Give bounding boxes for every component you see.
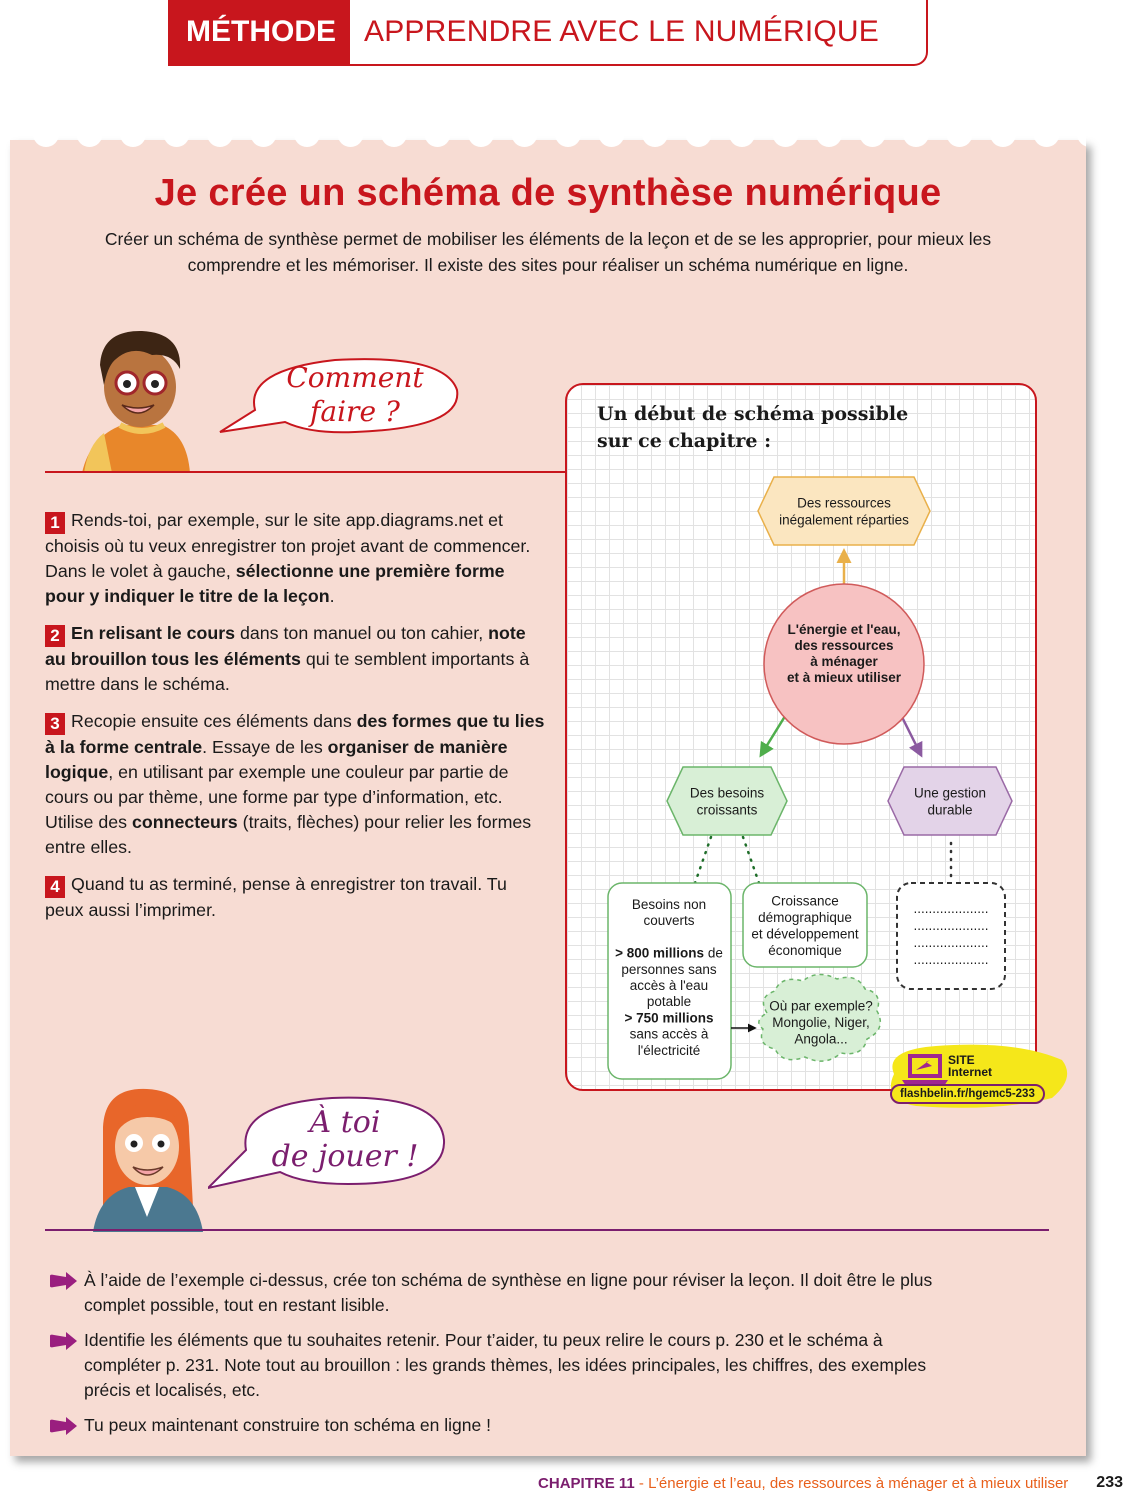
bubble-your-turn-line1: À toi: [309, 1105, 381, 1140]
divider-how: [45, 471, 575, 473]
node-center-text-line: à ménager: [810, 654, 878, 669]
arrow-bullet-icon: [48, 1328, 84, 1403]
node-right-hexagon: [888, 767, 1012, 835]
step-text: . Essaye de les: [202, 737, 328, 757]
box-unmet-needs-line: > 800 millions de: [615, 945, 723, 961]
box-unmet-needs-line: accès à l'eau: [629, 978, 709, 993]
node-left-text-line: croissants: [696, 802, 758, 818]
task-item: [48, 1328, 948, 1403]
node-right-text-line: Une gestion: [913, 785, 987, 801]
box-unmet-needs-line: sans accès à: [629, 1026, 709, 1042]
page-footer: [538, 1474, 1123, 1492]
step-number-badge: 4: [45, 876, 65, 898]
node-center-text-line: L'énergie et l'eau,: [787, 622, 901, 637]
box-growth-text-line: et développement: [751, 926, 859, 942]
site-label: [948, 1054, 992, 1078]
page-number: 233: [1096, 1474, 1123, 1491]
laptop-cursor-icon: [902, 1052, 950, 1088]
node-top-text-line: inégalement réparties: [779, 512, 909, 528]
step-item: [45, 709, 545, 860]
box-growth-text-line: Croissance: [771, 893, 839, 909]
step-text: , en utilisant par exemple une couleur par partie de cours ou par thème, une forme par type d’information, etc. Utilise des: [45, 762, 509, 832]
step-text-emphasis: note au brouillon tous les éléments: [45, 623, 526, 669]
site-internet-badge[interactable]: [876, 1040, 1072, 1110]
box-unmet-needs-line: couverts: [643, 913, 695, 929]
schema-title-line2: sur ce chapitre :: [597, 430, 772, 452]
step-item: [45, 872, 545, 923]
scalloped-edge: [10, 126, 1086, 154]
site-label-line1: SITE: [948, 1053, 975, 1067]
section-title: APPRENDRE AVEC LE NUMÉRIQUE: [364, 15, 879, 48]
footer-chapter-title: - L’énergie et l’eau, des ressources à ménager et à mieux utiliser: [638, 1474, 1069, 1492]
step-text-emphasis: des formes que tu lies à la forme centrale: [45, 711, 545, 757]
cloud-examples-text-line: Où par exemple?: [769, 998, 873, 1014]
girl-character-illustration: [85, 1087, 210, 1232]
dotted-connector-growth: [743, 837, 759, 883]
placeholder-line: ....................: [913, 901, 989, 916]
bubble-how-line2: faire ?: [310, 395, 400, 428]
placeholder-line: ....................: [913, 952, 989, 967]
bubble-how-line1: Comment: [286, 361, 424, 394]
section-header: [168, 0, 928, 66]
task-item: [48, 1268, 948, 1318]
placeholder-line: ....................: [913, 918, 989, 933]
step-text: Recopie ensuite ces éléments dans: [71, 711, 357, 731]
arrow-bullet-icon: [48, 1413, 84, 1442]
box-unmet-needs-line: personnes sans: [621, 961, 717, 977]
cloud-examples-text-line: Mongolie, Niger,: [772, 1015, 870, 1030]
connector-right: [901, 715, 921, 755]
step-text: .: [329, 586, 335, 606]
schema-diagram: [567, 385, 1037, 1091]
card-title: Je crée un schéma de synthèse numérique: [154, 172, 942, 214]
boy-character-illustration: [72, 325, 192, 473]
schema-example-panel: [565, 383, 1037, 1091]
card-intro: Créer un schéma de synthèse permet de mobiliser les éléments de la leçon et de se les approprier, pour mieux les comprendre et les mémoriser. Il existe des sites pour réaliser un schéma numérique en ligne.: [104, 229, 992, 275]
divider-your-turn: [45, 1229, 1049, 1231]
box-unmet-needs-text: [567, 385, 723, 1058]
node-left-hexagon: [667, 767, 787, 835]
step-text-emphasis: En relisant le cours: [71, 623, 236, 643]
box-growth-text-line: économique: [768, 942, 842, 958]
task-item: [48, 1413, 948, 1442]
task-text: Identifie les éléments que tu souhaites retenir. Pour t’aider, tu peux relire le cours p. 230 et le schéma à compléter p. 231. Note tout au brouillon : les grands thèmes, les idées principales, les chiffres, des exemples précis et localisés, etc.: [84, 1330, 927, 1400]
node-center-text-line: et à mieux utiliser: [786, 670, 902, 685]
step-number-badge: 2: [45, 625, 65, 647]
box-unmet-needs-line: Besoins non: [631, 897, 707, 912]
node-top-text-line: Des ressources: [797, 495, 891, 511]
step-text: dans ton manuel ou ton cahier,: [235, 623, 489, 643]
node-right-text-line: durable: [927, 802, 973, 818]
box-unmet-needs-line: l'électricité: [637, 1042, 701, 1058]
task-text: Tu peux maintenant construire ton schéma en ligne !: [84, 1415, 491, 1435]
box-unmet-needs-line: > 750 millions: [624, 1010, 714, 1026]
speech-bubble-your-turn: [208, 1090, 448, 1190]
step-item: [45, 621, 545, 697]
footer-chapter: CHAPITRE 11: [538, 1474, 635, 1492]
site-label-line2: Internet: [948, 1065, 993, 1079]
arrow-bullet-icon: [48, 1268, 84, 1318]
task-text: À l’aide de l’exemple ci-dessus, crée ton schéma de synthèse en ligne pour réviser la leçon. Il doit être le plus complet possible, tout en restant lisible.: [84, 1270, 933, 1315]
box-unmet-needs-line: potable: [646, 994, 692, 1010]
method-tag: MÉTHODE: [170, 0, 350, 64]
step-text-emphasis: sélectionne une première forme pour y indiquer le titre de la leçon: [45, 561, 505, 606]
step-item: [45, 508, 545, 609]
bubble-your-turn-line2: de jouer !: [271, 1139, 419, 1174]
speech-bubble-how: [215, 350, 465, 440]
step-text-emphasis: organiser de manière logique: [45, 737, 508, 782]
steps-list: [45, 508, 545, 935]
placeholder-line: ....................: [913, 935, 989, 950]
site-url-link[interactable]: flashbelin.fr/hgemc5-233: [890, 1084, 1045, 1104]
tasks-list: [48, 1268, 948, 1452]
step-text: (traits, flèches) pour relier les formes entre elles.: [45, 812, 532, 857]
step-text: qui te semblent importants à mettre dans le schéma.: [45, 649, 530, 694]
step-text-emphasis: connecteurs: [131, 812, 238, 832]
box-growth-text-line: démographique: [758, 909, 852, 925]
dotted-connector-needs: [695, 837, 711, 883]
node-center-text-line: des ressources: [794, 638, 894, 653]
node-top-hexagon: [758, 477, 930, 545]
node-left-text-line: Des besoins: [689, 785, 765, 801]
schema-title-line1: Un début de schéma possible: [597, 403, 909, 425]
step-number-badge: 1: [45, 512, 65, 534]
step-number-badge: 3: [45, 713, 65, 735]
step-text: Rends-toi, par exemple, sur le site app.diagrams.net et choisis où tu veux enregistrer ton projet avant de commencer. Dans le volet à gauche,: [45, 510, 531, 581]
connector-left: [761, 713, 787, 755]
step-text: Quand tu as terminé, pense à enregistrer ton travail. Tu peux aussi l’imprimer.: [45, 874, 507, 920]
cloud-examples-text-line: Angola...: [794, 1031, 848, 1047]
